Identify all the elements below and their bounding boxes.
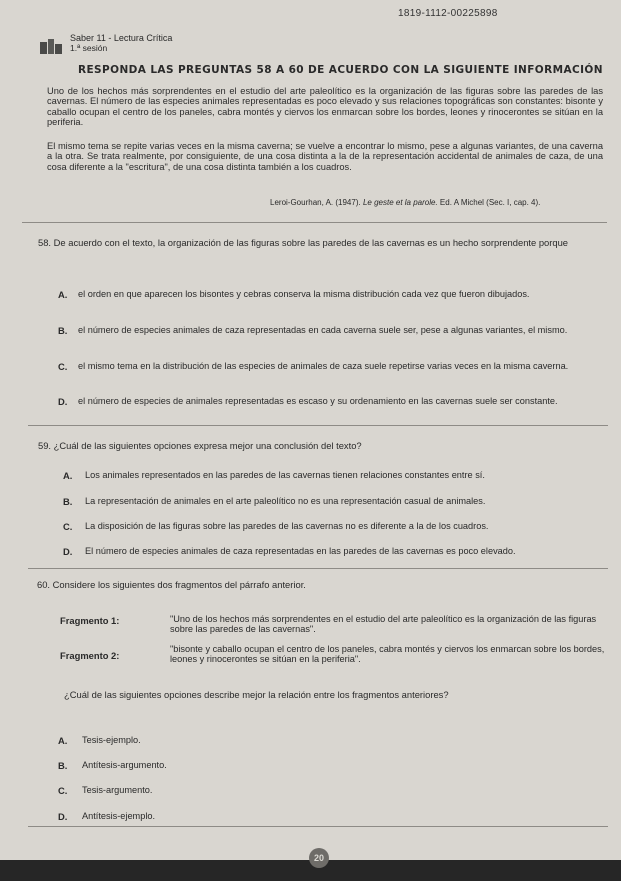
- q58-option-d-letter[interactable]: D.: [58, 396, 68, 407]
- divider: [28, 826, 608, 827]
- q60-option-b-letter[interactable]: B.: [58, 760, 68, 771]
- q58-option-a-text[interactable]: el orden en que aparecen los bisontes y cebras conserva la misma distribución cada vez que fueron dibujados.: [78, 289, 530, 299]
- question-58-stem: 58. De acuerdo con el texto, la organización de las figuras sobre las paredes de las cavernas es un hecho sorprendente porque: [38, 237, 569, 248]
- fragment-1-label: Fragmento 1:: [60, 615, 120, 626]
- q60-option-c-letter[interactable]: C.: [58, 785, 68, 796]
- q59-option-c-text[interactable]: La disposición de las figuras sobre las paredes de las cavernas no es diferente a la de los cuadros.: [85, 521, 489, 531]
- header-session: 1.ª sesión: [70, 43, 108, 53]
- question-60-prompt: ¿Cuál de las siguientes opciones describe mejor la relación entre los fragmentos anteriores?: [64, 689, 449, 700]
- fragment-2-label: Fragmento 2:: [60, 650, 120, 661]
- divider: [22, 222, 607, 223]
- question-60-stem: 60. Considere los siguientes dos fragmentos del párrafo anterior.: [37, 579, 306, 590]
- fragment-1-text: "Uno de los hechos más sorprendentes en el estudio del arte paleolítico es la organización de las figuras sobre las paredes de las cavernas".: [170, 614, 597, 635]
- instruction-title: RESPONDA LAS PREGUNTAS 58 A 60 DE ACUERDO CON LA SIGUIENTE INFORMACIÓN: [78, 64, 603, 76]
- passage-paragraph-2: El mismo tema se repite varias veces en la misma caverna; se vuelve a encontrar lo mismo, pese a algunas variantes, de una caverna a la otra. Se trata realmente, por consiguiente, de una cosa distinta a la de la representación accidental de animales de caza, de una cosa diferente a la "escritura", de una cosa distinta también a los cuadros.: [47, 141, 603, 172]
- header-exam-name: Saber 11 - Lectura Crítica: [70, 33, 173, 43]
- q59-option-a-letter[interactable]: A.: [63, 470, 73, 481]
- fragment-2-text: "bisonte y caballo ocupan el centro de los paneles, cabra montés y ciervos los enmarcan sobre los bordes, leones y rinocerontes se sitúan en la periferia".: [170, 644, 605, 665]
- q59-option-c-letter[interactable]: C.: [63, 521, 73, 532]
- q60-option-c-text[interactable]: Tesis-argumento.: [82, 785, 153, 795]
- citation: [270, 198, 610, 207]
- passage-paragraph-1: Uno de los hechos más sorprendentes en el estudio del arte paleolítico es la organización de las figuras sobre las paredes de las cavernas. El número de las especies animales representadas es poco elevado y sus relaciones topográficas son constantes: bisonte y caballo ocupan el centro de los paneles, cabra montés y ciervos los enmarcan sobre los bordes, leones y rinocerontes se sitúan en la periferia.: [47, 86, 603, 127]
- citation-author: Leroi-Gourhan, A. (1947).: [270, 198, 361, 207]
- citation-title: Le geste et la parole.: [362, 198, 438, 207]
- q59-option-b-letter[interactable]: B.: [63, 496, 73, 507]
- icfes-logo-icon: [40, 38, 62, 56]
- question-59-stem: 59. ¿Cuál de las siguientes opciones expresa mejor una conclusión del texto?: [38, 440, 362, 451]
- q58-option-b-letter[interactable]: B.: [58, 325, 68, 336]
- q60-option-a-text[interactable]: Tesis-ejemplo.: [82, 735, 141, 745]
- q58-option-b-text[interactable]: el número de especies animales de caza representadas en cada caverna suele ser, pese a algunas variantes, el mismo.: [78, 325, 568, 335]
- q60-option-d-text[interactable]: Antítesis-ejemplo.: [82, 811, 156, 821]
- q59-option-b-text[interactable]: La representación de animales en el arte paleolítico no es una representación casual de animales.: [85, 496, 486, 506]
- q60-option-a-letter[interactable]: A.: [58, 735, 68, 746]
- divider: [28, 425, 608, 426]
- q58-option-c-letter[interactable]: C.: [58, 361, 68, 372]
- page-number: 20: [309, 848, 329, 868]
- q58-option-a-letter[interactable]: A.: [58, 289, 68, 300]
- document-code: 1819-1112-00225898: [398, 8, 498, 19]
- q59-option-d-text[interactable]: El número de especies animales de caza representadas en las paredes de las cavernas es poco elevado.: [85, 546, 516, 556]
- q60-option-d-letter[interactable]: D.: [58, 811, 68, 822]
- q58-option-d-text[interactable]: el número de especies de animales representadas es escaso y su ordenamiento en las cavernas suele ser constante.: [78, 396, 558, 406]
- q59-option-a-text[interactable]: Los animales representados en las paredes de las cavernas tienen relaciones constantes entre sí.: [85, 470, 485, 480]
- q59-option-d-letter[interactable]: D.: [63, 546, 73, 557]
- citation-publisher: Ed. A Michel (Sec. I, cap. 4).: [439, 198, 541, 207]
- q60-option-b-text[interactable]: Antítesis-argumento.: [82, 760, 167, 770]
- q58-option-c-text[interactable]: el mismo tema en la distribución de las especies de animales de caza suele repetirse varias veces en la misma caverna.: [78, 361, 569, 371]
- divider: [28, 568, 608, 569]
